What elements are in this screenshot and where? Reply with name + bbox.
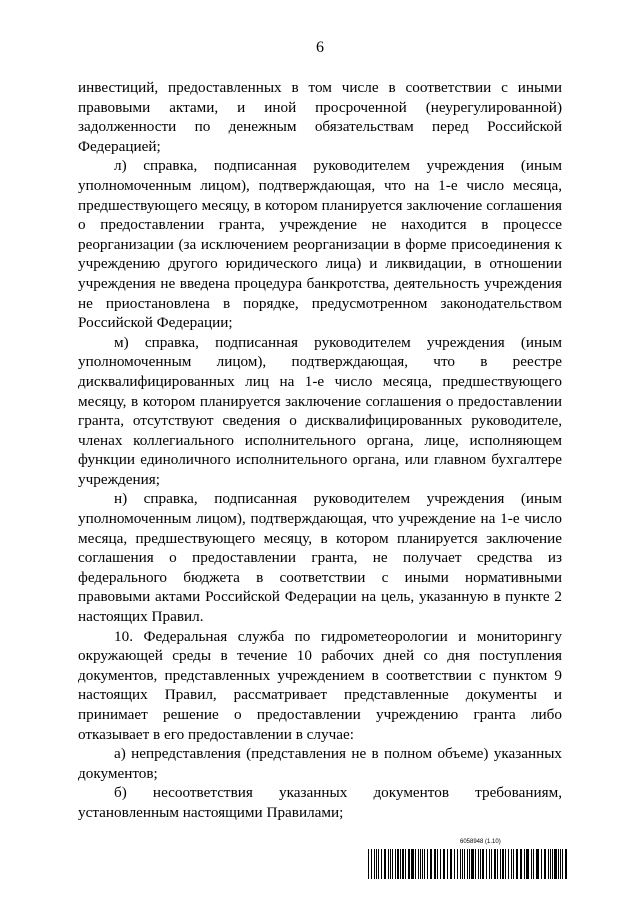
barcode-icon [368, 849, 568, 879]
paragraph-item-m: м) справка, подписанная руководителем учреждения (иным уполномоченным лицом), подтверждающая, что в реестре дисквалифицированных лиц на 1-е число месяца, предшествующего месяцу, в котором планируется заключение соглашения о предоставлении гранта, отсутствуют сведения о дисквалифицированных руководителе, членах коллегиального исполнительного органа, лице, исполняющем функции единоличного исполнительного органа, или главном бухгалтере учреждения; [78, 333, 562, 488]
page-number: 6 [316, 39, 324, 56]
paragraph-item-b: б) несоответствия указанных документов требованиям, установленным настоящими Правилами; [78, 784, 562, 821]
paragraph-item-10: 10. Федеральная служба по гидрометеорологии и мониторингу окружающей среды в течение 10 рабочих дней со дня поступления документов, представленных учреждением в соответствии с пунктом 9 настоящих Правил, рассматривает представленные документы и принимает решение о предоставлении учреждению гранта либо отказывает в его предоставлении в случае: [78, 627, 562, 743]
paragraph-item-a: а) непредставления (представления не в полном объеме) указанных документов; [78, 745, 562, 782]
paragraph-item-n: н) справка, подписанная руководителем учреждения (иным уполномоченным лицом), подтверждающая, что учреждение на 1-е число месяца, предшествующего месяцу, в котором планируется заключение соглашения о предоставлении гранта, не получает средства из федерального бюджета в соответствии с иными нормативными правовыми актами Российской Федерации на цель, указанную в пункте 2 настоящих Правил. [78, 490, 562, 626]
paragraph-item-l: л) справка, подписанная руководителем учреждения (иным уполномоченным лицом), подтверждающая, что на 1-е число месяца, предшествующего месяцу, в котором планируется заключение соглашения о предоставлении гранта, учреждение не находится в процессе реорганизации (за исключением реорганизации в форме присоединения к учреждению другого юридического лица) и ликвидации, в отношении учреждения не введена процедура банкротства, деятельность учреждения не приостановлена в порядке, предусмотренном законодательством Российской Федерации; [78, 157, 562, 332]
document-body [78, 78, 562, 823]
paragraph-investments-continued: инвестиций, предоставленных в том числе в соответствии с иными правовыми актами, и иной просроченной (неурегулированной) задолженности по денежным обязательствам перед Российской Федерацией; [78, 79, 562, 155]
barcode-code: 6058948 (1.10) [460, 839, 501, 845]
